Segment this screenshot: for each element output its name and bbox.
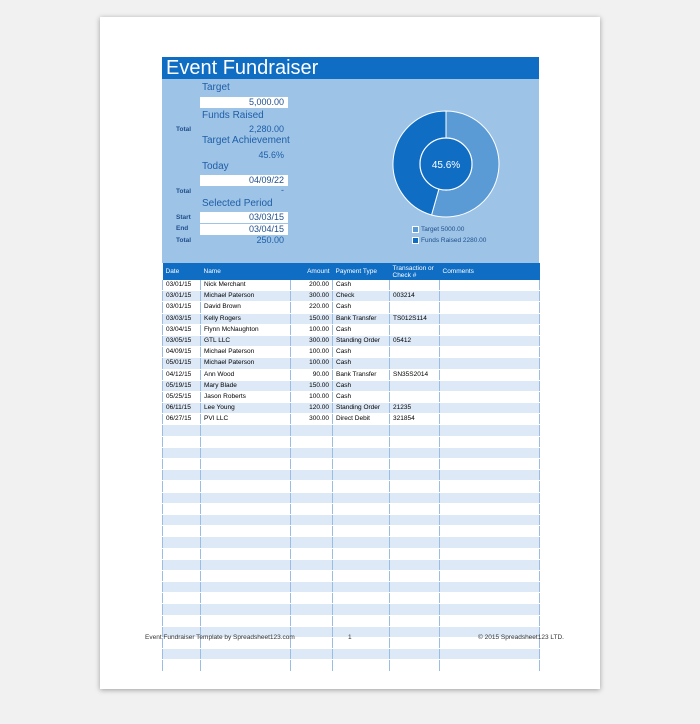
table-cell[interactable] (201, 604, 291, 615)
table-cell[interactable] (333, 481, 390, 492)
table-cell[interactable]: Mary Blade (201, 380, 291, 391)
table-cell[interactable] (390, 548, 440, 559)
table-cell[interactable] (440, 280, 540, 291)
table-cell[interactable] (333, 638, 390, 649)
table-row (163, 615, 540, 626)
today-total-label: Total (176, 188, 192, 195)
table-cell[interactable] (163, 481, 201, 492)
table-cell[interactable] (440, 503, 540, 514)
table-cell[interactable] (390, 638, 440, 649)
table-cell[interactable] (163, 470, 201, 481)
table-cell[interactable]: 05412 (390, 335, 440, 346)
table-row (163, 570, 540, 581)
table-cell[interactable] (201, 492, 291, 503)
table-cell[interactable] (333, 593, 390, 604)
table-cell[interactable]: 21235 (390, 403, 440, 414)
target-achievement-label: Target Achievement (202, 135, 290, 146)
table-cell[interactable] (163, 526, 201, 537)
donut-chart (392, 110, 500, 218)
table-row (163, 514, 540, 525)
table-cell[interactable]: Bank Transfer (333, 369, 390, 380)
end-label: End (176, 225, 189, 232)
table-cell[interactable] (440, 313, 540, 324)
table-cell[interactable] (440, 436, 540, 447)
table-cell[interactable] (291, 447, 333, 458)
page-title: Event Fundraiser (162, 57, 539, 79)
table-cell[interactable] (390, 660, 440, 671)
table-cell[interactable]: Michael Paterson (201, 358, 291, 369)
table-cell[interactable] (390, 324, 440, 335)
table-cell[interactable] (163, 425, 201, 436)
table-cell[interactable] (440, 391, 540, 402)
table-cell[interactable]: 100.00 (291, 324, 333, 335)
table-cell[interactable] (163, 593, 201, 604)
header-amount: Amount (291, 263, 333, 280)
table-cell[interactable]: GTL LLC (201, 335, 291, 346)
table-cell[interactable]: 100.00 (291, 358, 333, 369)
table-cell[interactable] (163, 548, 201, 559)
target-label: Target (202, 82, 230, 93)
table-cell[interactable] (390, 302, 440, 313)
table-cell[interactable] (333, 604, 390, 615)
table-row (163, 582, 540, 593)
table-cell[interactable]: 04/12/15 (163, 369, 201, 380)
table-cell[interactable]: Check (333, 291, 390, 302)
table-cell[interactable] (333, 570, 390, 581)
table-header-row (163, 263, 540, 280)
table-cell[interactable]: 321854 (390, 414, 440, 425)
table-cell[interactable] (163, 447, 201, 458)
table-row (163, 313, 540, 324)
table-cell[interactable] (390, 358, 440, 369)
table-cell[interactable]: SN35S2014 (390, 369, 440, 380)
table-cell[interactable]: Bank Transfer (333, 313, 390, 324)
table-cell[interactable] (390, 537, 440, 548)
table-cell[interactable]: 300.00 (291, 414, 333, 425)
table-cell[interactable]: TS012S114 (390, 313, 440, 324)
table-cell[interactable]: David Brown (201, 302, 291, 313)
table-cell[interactable] (201, 503, 291, 514)
table-cell[interactable]: Ann Wood (201, 369, 291, 380)
table-cell[interactable] (440, 526, 540, 537)
table-cell[interactable] (201, 570, 291, 581)
table-cell[interactable] (201, 649, 291, 660)
funds-raised-label: Funds Raised (202, 110, 264, 121)
table-row (163, 559, 540, 570)
table-cell[interactable] (291, 425, 333, 436)
document-page (100, 17, 600, 689)
table-cell[interactable] (291, 604, 333, 615)
summary-panel (162, 79, 539, 263)
table-row (163, 548, 540, 559)
table-row (163, 604, 540, 615)
table-cell[interactable] (390, 526, 440, 537)
table-cell[interactable] (440, 559, 540, 570)
table-row (163, 280, 540, 291)
table-cell[interactable] (201, 514, 291, 525)
today-total-value: - (281, 185, 284, 195)
table-cell[interactable] (291, 626, 333, 637)
table-cell[interactable] (291, 503, 333, 514)
table-cell[interactable] (390, 347, 440, 358)
table-cell[interactable] (163, 582, 201, 593)
footer-left: Event Fundraiser Template by Spreadsheet123.com (145, 634, 295, 641)
table-cell[interactable] (333, 548, 390, 559)
funds-total-label: Total (176, 126, 192, 133)
table-cell[interactable]: 300.00 (291, 335, 333, 346)
table-cell[interactable]: 05/01/15 (163, 358, 201, 369)
table-cell[interactable]: Jason Roberts (201, 391, 291, 402)
table-row (163, 324, 540, 335)
table-cell[interactable] (440, 570, 540, 581)
table-row (163, 414, 540, 425)
table-row (163, 649, 540, 660)
table-row (163, 335, 540, 346)
table-cell[interactable] (201, 660, 291, 671)
table-cell[interactable] (291, 548, 333, 559)
transactions-table (162, 263, 540, 672)
table-cell[interactable] (201, 436, 291, 447)
table-cell[interactable] (333, 492, 390, 503)
funds-raised-value: 2,280.00 (248, 124, 284, 134)
table-cell[interactable]: 120.00 (291, 403, 333, 414)
legend-swatch-funds-raised (412, 237, 419, 244)
table-cell[interactable]: 06/11/15 (163, 403, 201, 414)
table-cell[interactable]: 06/27/15 (163, 414, 201, 425)
table-cell[interactable] (390, 559, 440, 570)
table-cell[interactable] (291, 481, 333, 492)
table-cell[interactable] (163, 492, 201, 503)
table-cell[interactable]: Cash (333, 380, 390, 391)
start-label: Start (176, 214, 191, 221)
table-row (163, 481, 540, 492)
table-cell[interactable] (390, 604, 440, 615)
table-cell[interactable]: 90.00 (291, 369, 333, 380)
table-cell[interactable] (440, 459, 540, 470)
table-row (163, 425, 540, 436)
today-value-cell[interactable]: 04/09/22 (200, 175, 288, 186)
table-cell[interactable] (333, 537, 390, 548)
table-row (163, 291, 540, 302)
table-cell[interactable] (163, 559, 201, 570)
today-label: Today (202, 161, 229, 172)
target-value-cell[interactable]: 5,000.00 (200, 97, 288, 108)
table-cell[interactable] (440, 582, 540, 593)
table-cell[interactable] (333, 559, 390, 570)
table-cell[interactable] (163, 660, 201, 671)
table-cell[interactable] (390, 436, 440, 447)
table-cell[interactable] (440, 470, 540, 481)
start-date-cell[interactable]: 03/03/15 (200, 212, 288, 223)
table-cell[interactable]: 03/04/15 (163, 324, 201, 335)
table-cell[interactable] (440, 492, 540, 503)
table-cell[interactable] (440, 324, 540, 335)
table-cell[interactable] (390, 447, 440, 458)
table-cell[interactable] (201, 425, 291, 436)
table-cell[interactable] (390, 280, 440, 291)
table-cell[interactable]: Nick Merchant (201, 280, 291, 291)
table-cell[interactable] (291, 459, 333, 470)
table-row (163, 470, 540, 481)
table-cell[interactable] (163, 436, 201, 447)
table-cell[interactable]: 100.00 (291, 347, 333, 358)
table-row (163, 391, 540, 402)
table-cell[interactable] (291, 537, 333, 548)
donut-center-label: 45.6% (431, 160, 461, 171)
table-cell[interactable] (390, 514, 440, 525)
target-achievement-value: 45.6% (258, 150, 284, 160)
table-cell[interactable]: 100.00 (291, 391, 333, 402)
table-cell[interactable] (163, 514, 201, 525)
header-date: Date (163, 263, 201, 280)
table-cell[interactable] (163, 615, 201, 626)
table-cell[interactable]: Cash (333, 324, 390, 335)
table-cell[interactable] (201, 582, 291, 593)
table-cell[interactable] (201, 447, 291, 458)
end-date-cell[interactable]: 03/04/15 (200, 224, 288, 235)
table-row (163, 492, 540, 503)
table-cell[interactable]: Cash (333, 302, 390, 313)
table-cell[interactable] (440, 593, 540, 604)
legend-item-target (412, 226, 464, 233)
table-cell[interactable]: Flynn McNaughton (201, 324, 291, 335)
table-row (163, 593, 540, 604)
table-row (163, 503, 540, 514)
table-cell[interactable] (201, 526, 291, 537)
table-cell[interactable] (390, 570, 440, 581)
table-row (163, 526, 540, 537)
table-cell[interactable] (440, 358, 540, 369)
table-cell[interactable] (291, 514, 333, 525)
table-cell[interactable]: 03/05/15 (163, 335, 201, 346)
table-cell[interactable] (201, 548, 291, 559)
table-cell[interactable] (390, 470, 440, 481)
table-cell[interactable]: 200.00 (291, 280, 333, 291)
table-cell[interactable] (390, 380, 440, 391)
table-cell[interactable] (333, 514, 390, 525)
table-cell[interactable]: 03/03/15 (163, 313, 201, 324)
table-row (163, 537, 540, 548)
table-cell[interactable] (333, 425, 390, 436)
table-cell[interactable] (440, 615, 540, 626)
table-cell[interactable] (333, 615, 390, 626)
footer-right: © 2015 Spreadsheet123 LTD. (478, 634, 564, 641)
table-cell[interactable] (163, 503, 201, 514)
table-cell[interactable] (201, 615, 291, 626)
table-row (163, 358, 540, 369)
table-cell[interactable] (440, 514, 540, 525)
table-cell[interactable]: 220.00 (291, 302, 333, 313)
table-cell[interactable]: Cash (333, 347, 390, 358)
table-cell[interactable] (201, 470, 291, 481)
table-cell[interactable] (440, 548, 540, 559)
table-cell[interactable] (333, 459, 390, 470)
table-cell[interactable]: Lee Young (201, 403, 291, 414)
table-cell[interactable]: PVI LLC (201, 414, 291, 425)
table-cell[interactable] (291, 526, 333, 537)
table-row (163, 660, 540, 671)
table-row (163, 403, 540, 414)
table-cell[interactable] (440, 369, 540, 380)
header-transaction: Transaction or Check # (390, 263, 440, 280)
table-cell[interactable] (440, 347, 540, 358)
legend-item-funds-raised (412, 237, 486, 244)
table-cell[interactable]: 150.00 (291, 313, 333, 324)
table-cell[interactable] (333, 436, 390, 447)
table-cell[interactable]: 300.00 (291, 291, 333, 302)
table-cell[interactable] (440, 335, 540, 346)
table-cell[interactable]: 03/01/15 (163, 291, 201, 302)
table-cell[interactable] (390, 391, 440, 402)
table-cell[interactable] (390, 626, 440, 637)
table-cell[interactable] (291, 649, 333, 660)
table-cell[interactable] (440, 604, 540, 615)
table-cell[interactable]: 05/25/15 (163, 391, 201, 402)
table-cell[interactable] (390, 481, 440, 492)
table-cell[interactable] (163, 459, 201, 470)
table-cell[interactable]: 04/09/15 (163, 347, 201, 358)
table-cell[interactable] (291, 615, 333, 626)
table-cell[interactable] (163, 649, 201, 660)
table-cell[interactable] (440, 380, 540, 391)
table-cell[interactable] (333, 626, 390, 637)
table-body (163, 280, 540, 671)
table-cell[interactable]: Michael Paterson (201, 347, 291, 358)
table-cell[interactable]: 03/01/15 (163, 302, 201, 313)
table-cell[interactable] (333, 649, 390, 660)
legend-label-funds-raised: Funds Raised 2280.00 (421, 237, 487, 245)
table-cell[interactable] (440, 537, 540, 548)
table-cell[interactable] (440, 649, 540, 660)
table-cell[interactable]: Cash (333, 280, 390, 291)
table-cell[interactable] (201, 559, 291, 570)
table-cell[interactable] (390, 593, 440, 604)
table-cell[interactable] (390, 582, 440, 593)
table-cell[interactable]: 150.00 (291, 380, 333, 391)
table-row (163, 380, 540, 391)
table-cell[interactable] (440, 291, 540, 302)
table-cell[interactable] (333, 447, 390, 458)
table-row (163, 459, 540, 470)
table-cell[interactable] (440, 481, 540, 492)
table-cell[interactable] (163, 604, 201, 615)
table-cell[interactable] (390, 492, 440, 503)
table-cell[interactable] (163, 570, 201, 581)
table-cell[interactable] (201, 459, 291, 470)
table-cell[interactable]: Kelly Rogers (201, 313, 291, 324)
table-cell[interactable] (291, 582, 333, 593)
table-cell[interactable] (333, 503, 390, 514)
table-cell[interactable] (440, 660, 540, 671)
table-row (163, 447, 540, 458)
table-cell[interactable] (291, 492, 333, 503)
table-cell[interactable] (291, 436, 333, 447)
table-cell[interactable]: Standing Order (333, 335, 390, 346)
period-total-label: Total (176, 237, 192, 244)
period-total-value: 250.00 (256, 235, 284, 245)
table-cell[interactable] (440, 425, 540, 436)
table-cell[interactable] (333, 582, 390, 593)
table-cell[interactable] (201, 481, 291, 492)
table-cell[interactable]: 05/19/15 (163, 380, 201, 391)
table-cell[interactable] (163, 537, 201, 548)
table-row (163, 369, 540, 380)
header-payment-type: Payment Type (333, 263, 390, 280)
table-cell[interactable] (440, 414, 540, 425)
table-cell[interactable]: 03/01/15 (163, 280, 201, 291)
table-cell[interactable] (390, 503, 440, 514)
table-cell[interactable] (291, 470, 333, 481)
header-comments: Comments (440, 263, 540, 280)
table-cell[interactable]: Standing Order (333, 403, 390, 414)
table-cell[interactable] (440, 447, 540, 458)
table-row (163, 347, 540, 358)
table-cell[interactable] (390, 459, 440, 470)
table-row (163, 436, 540, 447)
table-cell[interactable] (333, 470, 390, 481)
table-cell[interactable] (201, 593, 291, 604)
table-cell[interactable] (291, 570, 333, 581)
table-cell[interactable]: 003214 (390, 291, 440, 302)
footer-page-number: 1 (348, 634, 352, 641)
header-name: Name (201, 263, 291, 280)
table-cell[interactable] (333, 526, 390, 537)
table-cell[interactable] (291, 593, 333, 604)
table-cell[interactable]: Cash (333, 358, 390, 369)
table-cell[interactable] (333, 660, 390, 671)
table-cell[interactable] (390, 649, 440, 660)
table-row (163, 302, 540, 313)
table-cell[interactable] (440, 403, 540, 414)
selected-period-label: Selected Period (202, 198, 273, 209)
table-cell[interactable] (440, 302, 540, 313)
table-cell[interactable]: Cash (333, 391, 390, 402)
legend-swatch-target (412, 226, 419, 233)
table-cell[interactable]: Michael Paterson (201, 291, 291, 302)
table-cell[interactable] (201, 537, 291, 548)
table-cell[interactable]: Direct Debit (333, 414, 390, 425)
legend-label-target: Target 5000.00 (421, 226, 465, 234)
table-cell[interactable] (390, 615, 440, 626)
table-cell[interactable] (291, 559, 333, 570)
table-cell[interactable] (291, 660, 333, 671)
table-cell[interactable] (390, 425, 440, 436)
table-cell[interactable] (291, 638, 333, 649)
